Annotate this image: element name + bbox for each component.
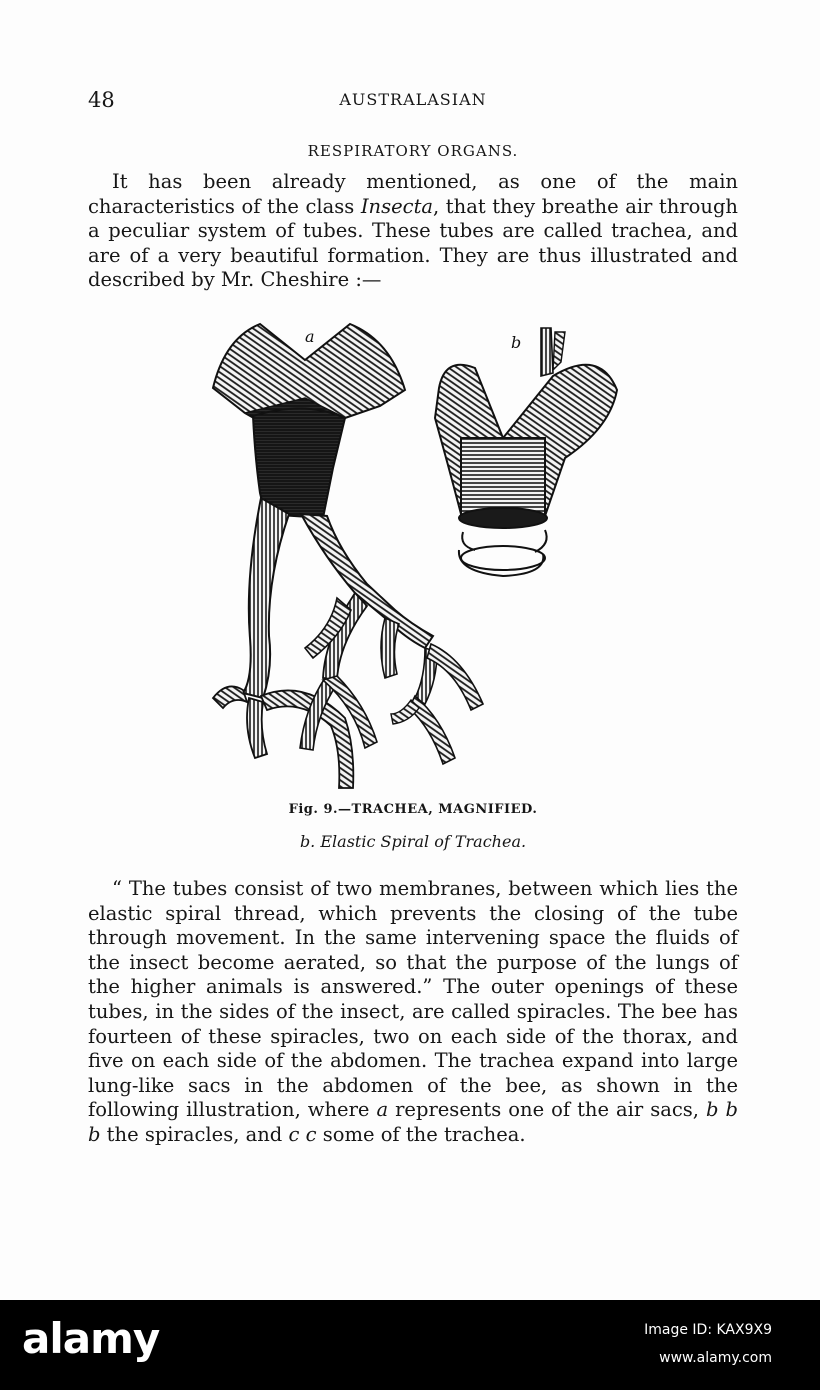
trachea-illustration [205, 318, 625, 793]
paragraph-intro-text-2: , that they breathe air through a peculiar system of tubes. These tubes are called trachea, and are of a very beautiful formation. They are thus illustrated and described by Mr. Cheshire :— [88, 194, 738, 292]
trachea-b-drawing [435, 328, 617, 576]
watermark-url: www.alamy.com [659, 1350, 772, 1366]
figure-subcaption: b. Elastic Spiral of Trachea. [299, 832, 527, 851]
running-title: AUSTRALASIAN [339, 90, 487, 109]
watermark-bar [0, 1300, 820, 1390]
italic-a: a [376, 1098, 389, 1122]
paragraph-intro-italic: Insecta [360, 194, 434, 218]
paragraph-quote-text-4: some of the trachea. [316, 1122, 526, 1146]
image-id-label: Image ID: KAX9X9 [644, 1322, 772, 1338]
figure-label-b: b [511, 333, 522, 352]
paragraph-quote-text-1: “ The tubes consist of two membranes, between which lies the elastic spiral thread, which prevents the closing of the tube through movement. In the same intervening space the fluids of the insect become aerated, so that the purpose of the lungs of the higher animals is answered.” The outer openings of these tubes, in the sides of the insect, are called spiracles. The bee has fourteen of these spiracles, two on each side of the thorax, and five on each side of the abdomen. The trachea expand into large lung-like sacs in the abdomen of the bee, as shown in the following illustration, where [88, 877, 738, 1122]
alamy-logo: alamy [22, 1314, 160, 1363]
figure-label-a: a [305, 327, 315, 346]
italic-bbb: b b b [88, 1098, 738, 1146]
paragraph-quote-text-3: the spiracles, and [100, 1122, 289, 1146]
italic-cc: c c [288, 1122, 317, 1146]
running-head [88, 88, 738, 118]
figure-caption: Fig. 9.—TRACHEA, MAGNIFIED. [288, 802, 538, 817]
paragraph-quote [88, 877, 738, 1148]
page-number: 48 [88, 88, 115, 112]
paragraph-intro-text-1: It has been already mentioned, as one of the main characteristics of the class [88, 170, 738, 218]
paragraph-intro [88, 170, 738, 293]
section-title: RESPIRATORY ORGANS. [307, 142, 519, 160]
paragraph-quote-text-2: represents one of the air sacs, [388, 1098, 706, 1122]
